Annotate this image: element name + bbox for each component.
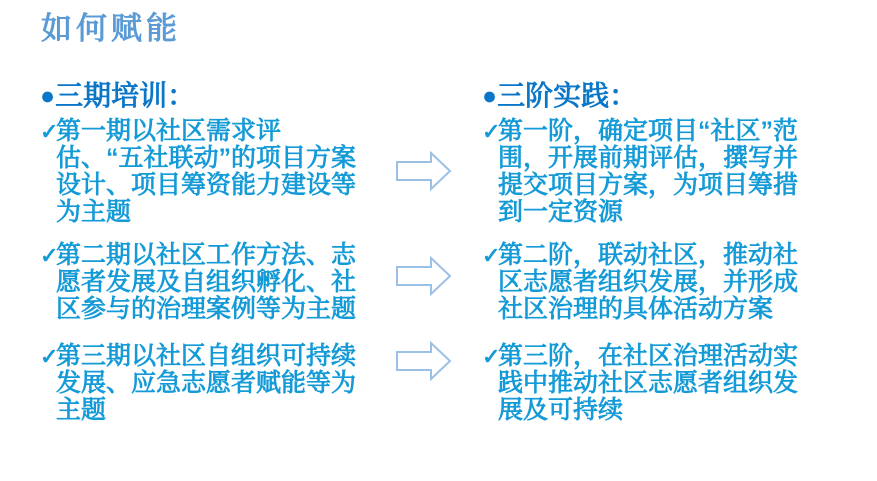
right-arrow-icon (396, 256, 452, 296)
bullet-icon: ● (40, 82, 56, 110)
list-item (40, 343, 366, 424)
check-icon: ✓ (482, 119, 501, 144)
list-item (482, 118, 808, 226)
check-icon: ✓ (40, 119, 59, 144)
list-item (482, 343, 808, 424)
list-item-text: 第二阶，联动社区，推动社区志愿者组织发展，并形成社区治理的具体活动方案 (498, 241, 799, 323)
training-heading-text: 三期培训： (55, 80, 196, 111)
list-item-text: 第三期以社区自组织可持续发展、应急志愿者赋能等为主题 (56, 342, 357, 424)
bullet-icon: ● (482, 82, 498, 110)
practice-heading-text: 三阶实践： (497, 80, 638, 111)
check-icon: ✓ (482, 344, 501, 369)
practice-heading (482, 81, 816, 111)
list-item-text: 第一期以社区需求评估、“五社联动”的项目方案设计、项目筹资能力建设等为主题 (56, 117, 357, 226)
check-icon: ✓ (482, 243, 501, 268)
check-icon: ✓ (40, 344, 59, 369)
training-column (40, 81, 374, 440)
page-title: 如何赋能 (41, 11, 181, 46)
list-item-text: 第一阶，确定项目“社区”范围，开展前期评估，撰写并提交项目方案，为项目筹措到一定资源 (498, 117, 799, 226)
right-arrow-icon (396, 151, 452, 191)
list-item-text: 第二期以社区工作方法、志愿者发展及自组织孵化、社区参与的治理案例等为主题 (56, 241, 357, 323)
right-arrow-icon (396, 341, 452, 381)
list-item-text: 第三阶，在社区治理活动实践中推动社区志愿者组织发展及可持续 (498, 342, 799, 424)
list-item (40, 118, 366, 226)
training-heading (40, 81, 374, 111)
practice-column (482, 81, 816, 440)
list-item (40, 242, 366, 323)
list-item (482, 242, 808, 323)
check-icon: ✓ (40, 243, 59, 268)
